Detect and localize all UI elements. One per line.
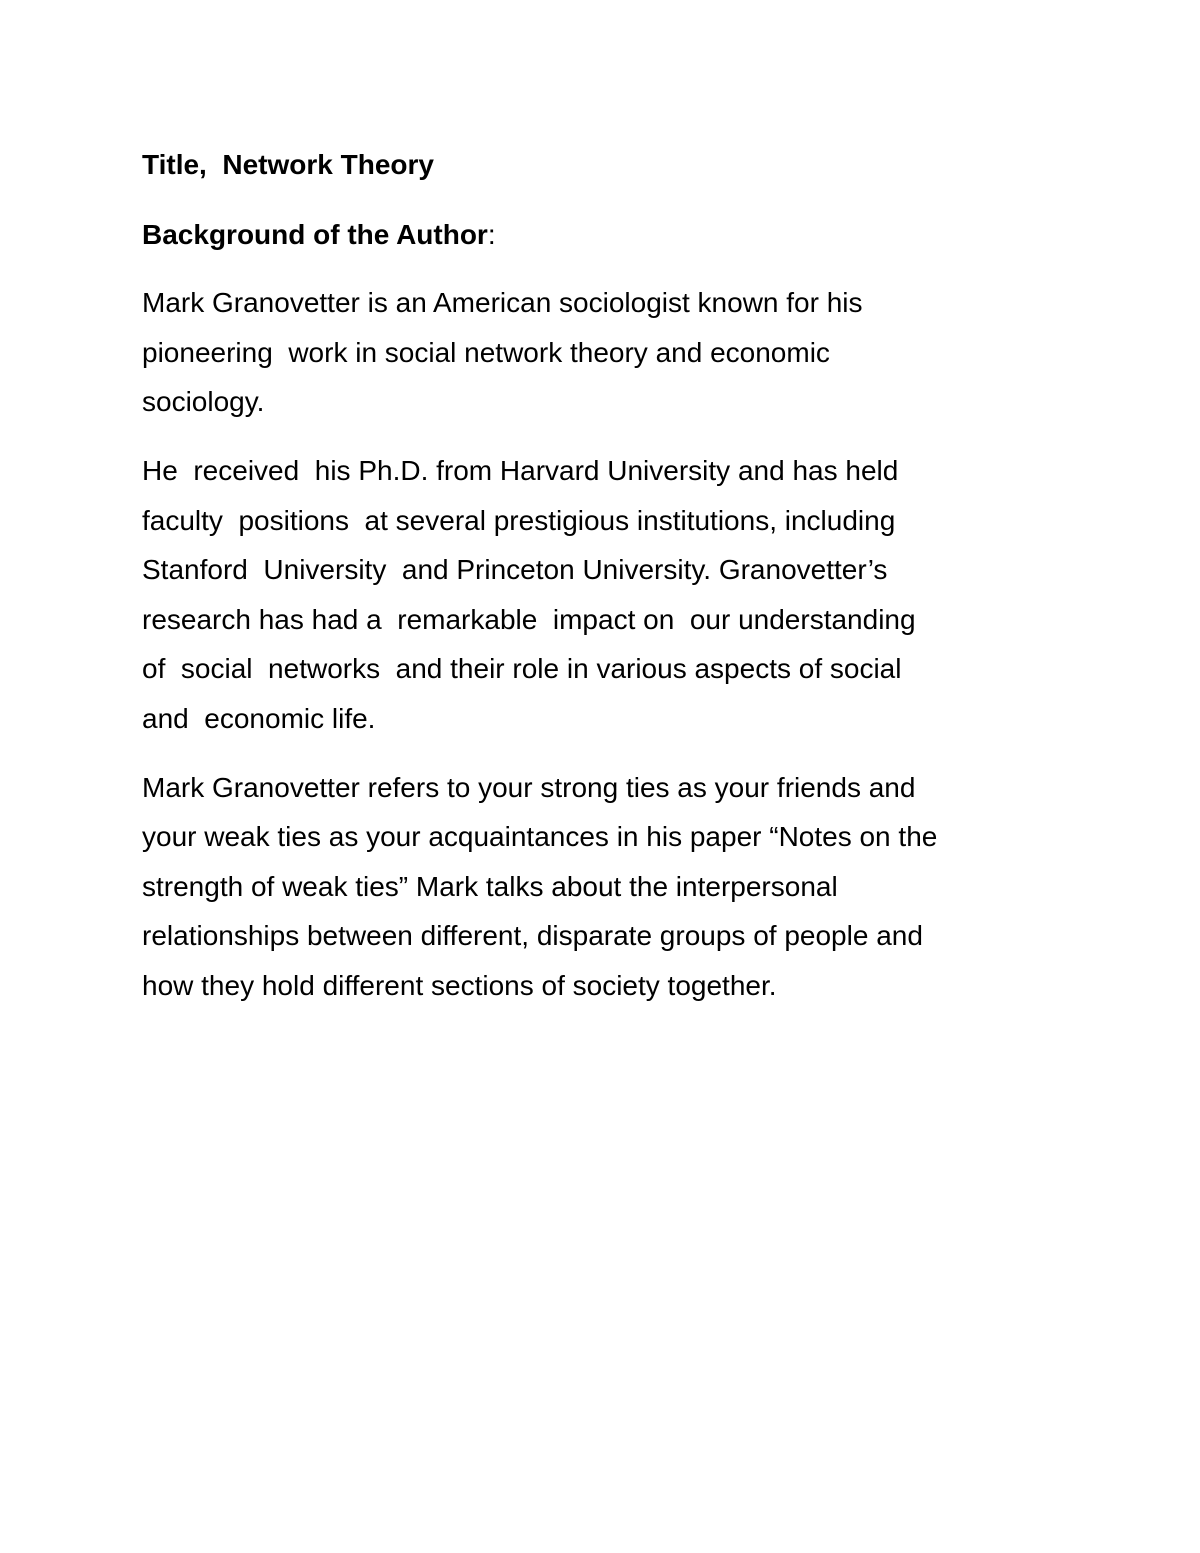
document-title: Title, Network Theory [142, 149, 434, 180]
paragraph-line: research has had a remarkable impact on our understanding [142, 603, 916, 635]
document-body [142, 140, 1082, 1030]
section-heading [142, 210, 1082, 260]
paragraph-weak-ties [142, 763, 1082, 1011]
paragraph-line: Stanford University and Princeton University. Granovetter’s [142, 554, 888, 586]
paragraph-line: your weak ties as your acquaintances in his paper “Notes on the [142, 821, 938, 853]
paragraph-line: sociology. [142, 386, 265, 418]
paragraph-line: He received his Ph.D. from Harvard University and has held [142, 454, 899, 486]
paragraph-line: strength of weak ties” Mark talks about the interpersonal [142, 870, 838, 902]
paragraph-line: and economic life. [142, 702, 376, 734]
paragraph-line: Mark Granovetter is an American sociologist known for his [142, 287, 863, 319]
paragraph-line: Mark Granovetter refers to your strong ties as your friends and [142, 771, 916, 803]
paragraph-line: relationships between different, disparate groups of people and [142, 920, 923, 952]
section-heading-colon: : [487, 218, 496, 250]
paragraph-intro [142, 278, 1082, 427]
paragraph-line: of social networks and their role in various aspects of social [142, 653, 902, 685]
paragraph-line: faculty positions at several prestigious institutions, including [142, 504, 896, 536]
section-heading-label: Background of the Author [142, 218, 488, 250]
paragraph-line: how they hold different sections of society together. [142, 969, 777, 1001]
paragraph-education [142, 446, 1082, 744]
paragraph-line: pioneering work in social network theory and economic [142, 336, 830, 368]
